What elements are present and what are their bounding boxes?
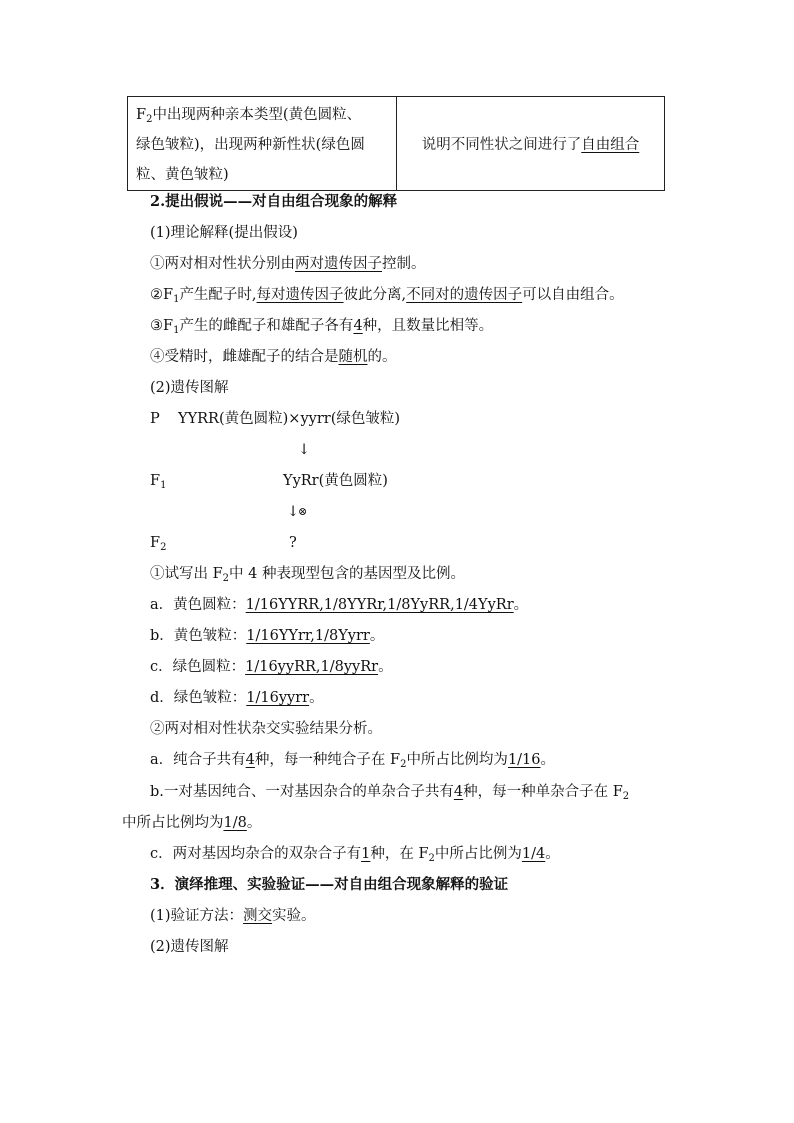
table-left-line-1: $F_2$中出现两种亲本类型(黄色圆粒、 — [136, 106, 362, 125]
verify-diagram-title: (2)遗传图解 — [150, 939, 229, 955]
arrow-down-icon: ↓ — [287, 504, 300, 520]
point-4: ④受精时，雌雄配子的结合是随机的。 — [150, 349, 397, 365]
result-b-cont: 中所占比例均为1/8。 — [122, 815, 262, 831]
point-2: $②F_1$产生配子时,每对遗传因子彼此分离,不同对的遗传因子可以自由组合。 — [150, 287, 624, 305]
diagram-p-label: P — [150, 411, 160, 427]
table-left-line-3: 粒、黄色皱粒) — [136, 166, 229, 183]
diagram-p-cross: YYRR(黄色圆粒)×yyrr(绿色皱粒) — [178, 411, 401, 427]
table-left-line-2: 绿色皱粒)，出现两种新性状(绿色圆 — [136, 136, 365, 153]
question-2: ②两对相对性状杂交实验结果分析。 — [150, 721, 382, 737]
answer-blank: 自由组合 — [581, 137, 640, 153]
diagram-f1-genotype: YyRr(黄色圆粒) — [283, 473, 388, 489]
answer-c: c．绿色圆粒：1/16yyRR,1/8yyRr。 — [150, 659, 393, 675]
result-c: c．两对基因均杂合的双杂合子有1种，在 $F_2$中所占比例为1/4。 — [150, 846, 560, 864]
point-3: $③F_1$产生的雌配子和雄配子各有4种，且数量比相等。 — [150, 318, 494, 336]
summary-table — [127, 96, 665, 191]
subsection-1-title: (1)理论解释(提出假设) — [150, 225, 298, 241]
diagram-f2-label: $F_2$ — [150, 535, 167, 553]
arrow-down-icon: ↓ — [298, 442, 311, 458]
self-cross-icon: ⊗ — [298, 505, 308, 518]
section-2-heading: 2.提出假说——对自由组合现象的解释 — [150, 193, 398, 210]
subsection-2-title: (2)遗传图解 — [150, 380, 229, 396]
table-cell-observation — [128, 97, 397, 191]
table-cell-conclusion: 说明不同性状之间进行了自由组合 — [397, 97, 665, 191]
question-1: ①试写出 $F_2$中 4 种表现型包含的基因型及比例。 — [150, 566, 465, 584]
point-1: ①两对相对性状分别由两对遗传因子控制。 — [150, 256, 426, 272]
diagram-f1-label: $F_1$ — [150, 473, 167, 491]
diagram-f2-unknown: ? — [289, 535, 297, 551]
verify-method: (1)验证方法：测交实验。 — [150, 908, 316, 924]
answer-d: d．绿色皱粒：1/16yyrr。 — [150, 690, 324, 706]
result-b: b.一对基因纯合、一对基因杂合的单杂合子共有4种，每一种单杂合子在 $F_2$ — [150, 784, 630, 802]
result-a: a．纯合子共有4种，每一种纯合子在 $F_2$中所占比例均为1/16。 — [150, 752, 555, 770]
answer-b: b．黄色皱粒：1/16YYrr,1/8Yyrr。 — [150, 628, 385, 644]
section-3-heading: 3．演绎推理、实验验证——对自由组合现象解释的验证 — [150, 876, 509, 893]
answer-a: a．黄色圆粒：1/16YYRR,1/8YYRr,1/8YyRR,1/4YyRr。 — [150, 597, 529, 613]
